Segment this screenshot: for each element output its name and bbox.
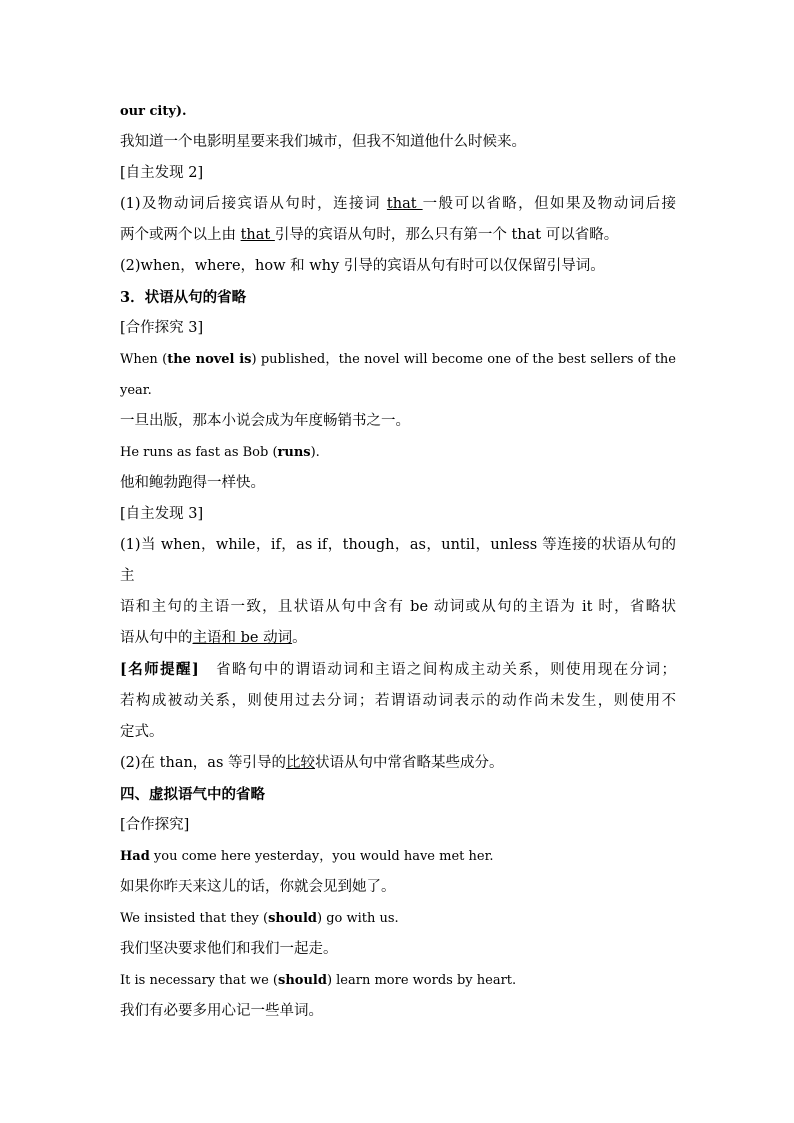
translation: 他和鲍勃跑得一样快。 [120,475,265,491]
underlined-answer: that [386,196,423,212]
teacher-tip: [名师提醒] 省略句中的谓语动词和主语之间构成主动关系，则使用现在分词； [120,661,676,678]
teacher-tip: 定式。 [120,724,164,740]
section-heading: 3．状语从句的省略 [120,289,247,306]
rule-text: (2)在 than，as 等引导的比较状语从句中常省略某些成分。 [120,755,504,771]
example-sentence: Had you come here yesterday，you would have met her. [120,849,494,864]
rule-text: 语从句中的主语和 be 动词。 [120,630,307,646]
section-label: [合作探究 3] [120,320,204,336]
section-label: [自主发现 3] [120,506,204,522]
rule-text: 语和主句的主语一致，且状语从句中含有 be 动词或从句的主语为 it 时，省略状 [120,599,676,615]
rule-text: (1)当 when，while，if，as if，though，as，until，unless 等连接的状语从句的主 [120,537,676,584]
translation: 我们坚决要求他们和我们一起走。 [120,941,338,957]
translation: 我们有必要多用心记一些单词。 [120,1003,323,1019]
section-label: [自主发现 2] [120,165,204,181]
underlined-answer: 主语和 be 动词 [192,630,293,646]
rule-text: (1)及物动词后接宾语从句时，连接词 that 一般可以省略，但如果及物动词后接 [120,196,677,212]
example-sentence: year. [120,383,152,398]
example-sentence-end: our city). [120,104,187,119]
example-sentence: When (the novel is) published，the novel will become one of the best sellers of the [120,352,676,367]
teacher-tip: 若构成被动关系，则使用过去分词；若谓语动词表示的动作尚未发生，则使用不 [120,693,676,709]
translation: 如果你昨天来这儿的话，你就会见到她了。 [120,879,396,895]
section-heading: 四、虚拟语气中的省略 [120,786,265,803]
translation: 我知道一个电影明星要来我们城市，但我不知道他什么时候来。 [120,134,526,150]
document-page [120,96,676,1027]
rule-text: (2)when，where，how 和 why 引导的宾语从句有时可以仅保留引导词。 [120,258,605,274]
example-sentence: He runs as fast as Bob (runs). [120,445,320,460]
example-sentence: It is necessary that we (should) learn more words by heart. [120,973,517,988]
section-label: [合作探究] [120,817,190,833]
underlined-answer: that [240,227,275,243]
example-sentence: We insisted that they (should) go with us. [120,911,399,926]
translation: 一旦出版，那本小说会成为年度畅销书之一。 [120,413,410,429]
rule-text: 两个或两个以上由 that 引导的宾语从句时，那么只有第一个 that 可以省略。 [120,227,619,243]
underlined-answer: 比较 [286,755,315,771]
